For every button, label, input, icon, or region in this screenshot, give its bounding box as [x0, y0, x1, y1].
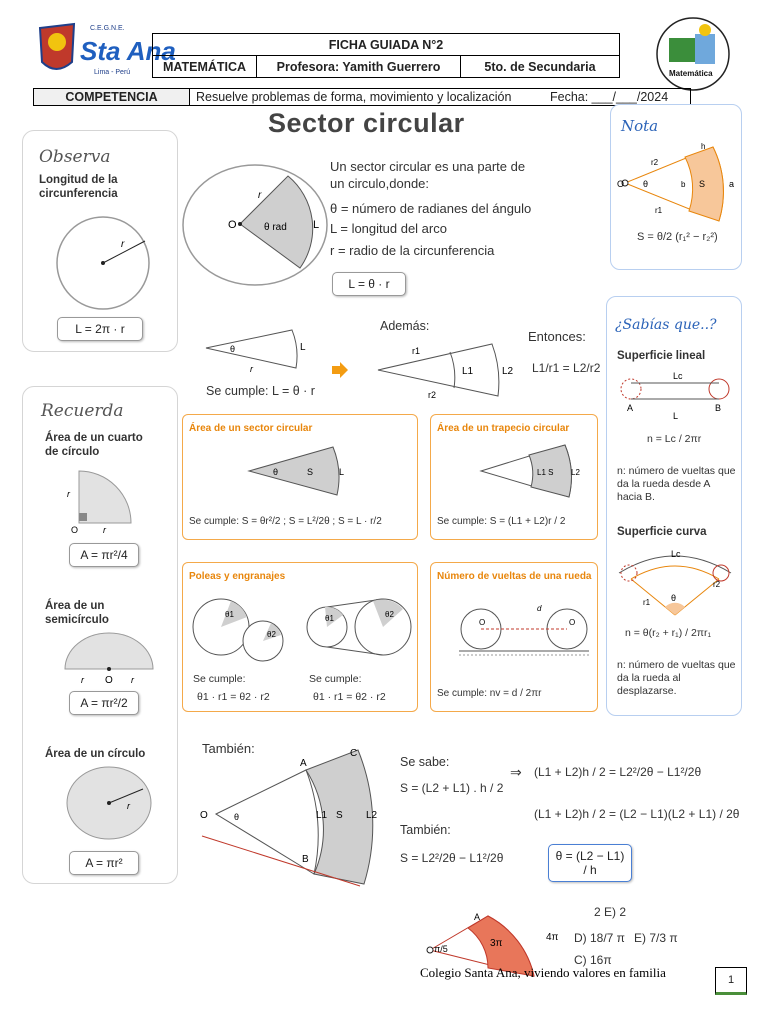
svg-text:θ: θ: [643, 179, 649, 189]
svg-text:d: d: [537, 604, 542, 613]
arrow-right-icon: [330, 360, 350, 380]
svg-text:r: r: [67, 489, 70, 499]
nota-formula: S = θ/2 (r₁² − r₂²): [637, 231, 718, 243]
tambien-label-2: También:: [400, 823, 451, 837]
s-formula-2: S = L2²/2θ − L1²/2θ: [400, 851, 504, 865]
cuarto-title: Área de un cuarto de círculo: [45, 432, 143, 458]
page-number: 1: [715, 967, 747, 995]
footer-text: Colegio Santa Ana, viviendo valores en familia: [420, 965, 666, 980]
semi-title: Área de un semicírculo: [45, 600, 109, 626]
sabias-title: ¿Sabías que..?: [615, 317, 717, 333]
implies-arrow: ⇒: [510, 764, 522, 780]
svg-text:θ: θ: [230, 344, 236, 354]
trapecio-area-diagram: [475, 441, 585, 499]
svg-text:L1 S: L1 S: [537, 468, 554, 477]
tambien-title: También:: [202, 741, 255, 756]
se-sabe-label: Se sabe:: [400, 755, 450, 769]
svg-text:A: A: [300, 758, 307, 769]
svg-text:O: O: [569, 618, 576, 627]
poleas-box: [182, 562, 418, 712]
nota-title: Nota: [621, 117, 659, 135]
nota-panel: [610, 104, 742, 270]
semicircle-diagram: [61, 631, 157, 687]
svg-text:O: O: [105, 675, 113, 686]
svg-text:a: a: [729, 179, 735, 189]
main-title: Sector circular: [268, 108, 465, 138]
grade-cell: 5to. de Secundaria: [461, 56, 620, 78]
quarter-circle-diagram: [63, 467, 143, 533]
observa-r-label: r: [121, 239, 125, 250]
poleas-formula-2: θ1 · r1 = θ2 · r2: [313, 691, 386, 703]
ratio-formula: L1/r1 = L2/r2: [532, 361, 601, 375]
svg-text:r: r: [81, 675, 84, 685]
recuerda-panel: [22, 386, 178, 884]
wheel-diagram: [459, 599, 589, 665]
definition-intro: Un sector circular es una parte de un circulo,donde:: [330, 159, 526, 191]
linear-surface-diagram: [613, 367, 737, 423]
poleas-formula-1: θ1 · r1 = θ2 · r2: [197, 691, 270, 703]
school-top-text: C.E.G.N.E.: [90, 25, 125, 32]
vueltas-formula: Se cumple: nv = d / 2πr: [437, 688, 542, 699]
svg-text:r: r: [131, 675, 134, 685]
equation-2: (L1 + L2)h / 2 = (L2 − L1)(L2 + L1) / 2θ: [534, 807, 740, 821]
n-desc-lineal: n: número de vueltas que da la rueda desde A hacia B.: [617, 465, 736, 503]
competencia-label: COMPETENCIA: [34, 89, 190, 105]
superficie-lineal-title: Superficie lineal: [617, 350, 706, 362]
observa-panel: [22, 130, 178, 352]
entonces-label: Entonces:: [528, 329, 586, 344]
svg-text:L1: L1: [462, 366, 474, 377]
sector-area-formula: Se cumple: S = θr²/2 ; S = L²/2θ ; S = L · r/2: [189, 516, 382, 527]
def-angle-label: θ rad: [264, 222, 287, 233]
poleas-cumple-1: Se cumple:: [193, 673, 246, 685]
superficie-curva-title: Superficie curva: [617, 526, 707, 538]
svg-text:r1: r1: [655, 206, 663, 215]
svg-text:r: r: [250, 364, 253, 374]
svg-text:O: O: [617, 179, 625, 189]
definition-theta: θ = número de radianes del ángulo: [330, 201, 532, 216]
vueltas-title: Número de vueltas de una rueda: [437, 571, 592, 582]
svg-text:S: S: [307, 467, 314, 477]
circulo-title: Área de un círculo: [45, 748, 146, 760]
svg-text:L: L: [339, 467, 345, 477]
svg-text:A: A: [474, 912, 481, 922]
svg-text:S: S: [699, 179, 706, 189]
svg-text:r1: r1: [643, 598, 651, 607]
circle-area-diagram: [63, 763, 155, 843]
svg-text:r1: r1: [412, 346, 421, 356]
subject-cell: MATEMÁTICA: [153, 56, 257, 78]
small-sector-diagram: [200, 324, 312, 376]
sabias-panel: [606, 296, 742, 716]
pulleys-diagram: [303, 587, 415, 667]
ademas-diagram: [372, 338, 522, 402]
circumference-formula: L = 2π · r: [57, 317, 143, 341]
svg-text:B: B: [715, 403, 722, 413]
school-logo: [34, 18, 176, 80]
sector-area-box: [182, 414, 418, 540]
svg-text:r2: r2: [713, 580, 721, 589]
svg-text:L1: L1: [316, 810, 328, 821]
curved-surface-diagram: [613, 543, 737, 619]
svg-text:r: r: [127, 801, 130, 811]
trapecio-area-title: Área de un trapecio circular: [437, 423, 570, 434]
observa-title: Observa: [39, 147, 111, 167]
definition-radius: r = radio de la circunferencia: [330, 243, 495, 258]
recuerda-title: Recuerda: [41, 401, 124, 421]
svg-text:b: b: [681, 180, 686, 189]
competencia-value: Resuelve problemas de forma, movimiento y localización: [196, 90, 512, 104]
svg-text:θ2: θ2: [385, 610, 394, 619]
svg-text:L: L: [673, 411, 679, 421]
se-cumple-formula: Se cumple: L = θ · r: [206, 384, 315, 398]
def-l-label: L: [313, 219, 320, 231]
svg-text:L2: L2: [571, 468, 580, 477]
math-logo: [655, 16, 731, 92]
svg-text:θ1: θ1: [225, 610, 234, 619]
svg-text:C: C: [350, 748, 358, 759]
problem-option-c: C) 16π: [574, 953, 612, 967]
svg-text:L2: L2: [366, 810, 378, 821]
svg-text:Lc: Lc: [671, 549, 681, 559]
problem-angle: π/5: [434, 944, 448, 954]
svg-text:θ: θ: [234, 812, 240, 822]
n-desc-curva: n: número de vueltas que da la rueda al desplazarse.: [617, 659, 736, 697]
def-o-label: O: [228, 219, 237, 231]
svg-text:r2: r2: [428, 390, 437, 400]
trapecio-area-box: [430, 414, 598, 540]
poleas-title: Poleas y engranajes: [189, 571, 286, 582]
problem-area: 3π: [490, 938, 503, 949]
n-formula-curva: n = θ(r₂ + r₁) / 2πr₁: [625, 627, 712, 639]
svg-text:B: B: [302, 854, 309, 865]
semicircle-formula: A = πr²/2: [69, 691, 139, 715]
svg-text:θ2: θ2: [267, 630, 276, 639]
svg-text:h: h: [701, 142, 706, 151]
gears-diagram: [187, 587, 297, 665]
svg-text:r2: r2: [651, 158, 659, 167]
definition-arc: L = longitud del arco: [330, 221, 447, 236]
sheet-title: FICHA GUIADA N°2: [153, 34, 620, 56]
problem-arc: 4π: [546, 932, 559, 943]
quarter-circle-formula: A = πr²/4: [69, 543, 139, 567]
problem-option-d: D) 18/7 π: [574, 931, 625, 945]
trapecio-area-formula: Se cumple: S = (L1 + L2)r / 2: [437, 516, 566, 527]
svg-text:L2: L2: [502, 366, 514, 377]
svg-text:A: A: [627, 403, 634, 413]
sector-area-title: Área de un sector circular: [189, 423, 313, 434]
vueltas-box: [430, 562, 598, 712]
svg-text:O: O: [200, 810, 208, 821]
def-r-label: r: [258, 190, 262, 201]
svg-text:O: O: [479, 618, 486, 627]
svg-text:Lc: Lc: [673, 371, 683, 381]
ademas-title: Además:: [380, 319, 430, 333]
fecha-field[interactable]: Fecha: ___/___/2024: [550, 90, 669, 104]
s-formula-1: S = (L2 + L1) . h / 2: [400, 781, 504, 795]
trapecio-detail-diagram: [190, 746, 390, 886]
school-city-text: Lima - Perú: [94, 69, 131, 76]
problem-options-partial: 2 E) 2: [594, 905, 627, 919]
header-table: [152, 33, 620, 78]
nota-diagram: [615, 141, 741, 221]
n-formula-lineal: n = Lc / 2πr: [647, 433, 702, 445]
svg-text:O: O: [71, 525, 79, 535]
theta-result-formula: θ = (L2 − L1) / h: [548, 844, 632, 882]
sector-area-diagram: [243, 441, 353, 499]
circle-area-formula: A = πr²: [69, 851, 139, 875]
school-name-text: Sta Ana: [80, 36, 176, 66]
observa-subtitle: Longitud de la circunferencia: [39, 174, 118, 200]
svg-text:S: S: [336, 810, 343, 821]
svg-text:θ1: θ1: [325, 614, 334, 623]
circumference-diagram: [51, 211, 155, 315]
teacher-cell: Profesora: Yamith Guerrero: [257, 56, 461, 78]
svg-text:θ: θ: [671, 593, 677, 603]
problem-option-e: E) 7/3 π: [634, 931, 678, 945]
equation-1: (L1 + L2)h / 2 = L2²/2θ − L1²/2θ: [534, 765, 702, 779]
arc-length-formula: L = θ · r: [332, 272, 406, 296]
math-logo-label: Matemática: [669, 69, 713, 78]
svg-text:r: r: [103, 525, 106, 535]
sector-definition-diagram: [180, 160, 330, 290]
poleas-cumple-2: Se cumple:: [309, 673, 362, 685]
svg-text:L: L: [300, 342, 306, 353]
svg-text:θ: θ: [273, 467, 279, 477]
